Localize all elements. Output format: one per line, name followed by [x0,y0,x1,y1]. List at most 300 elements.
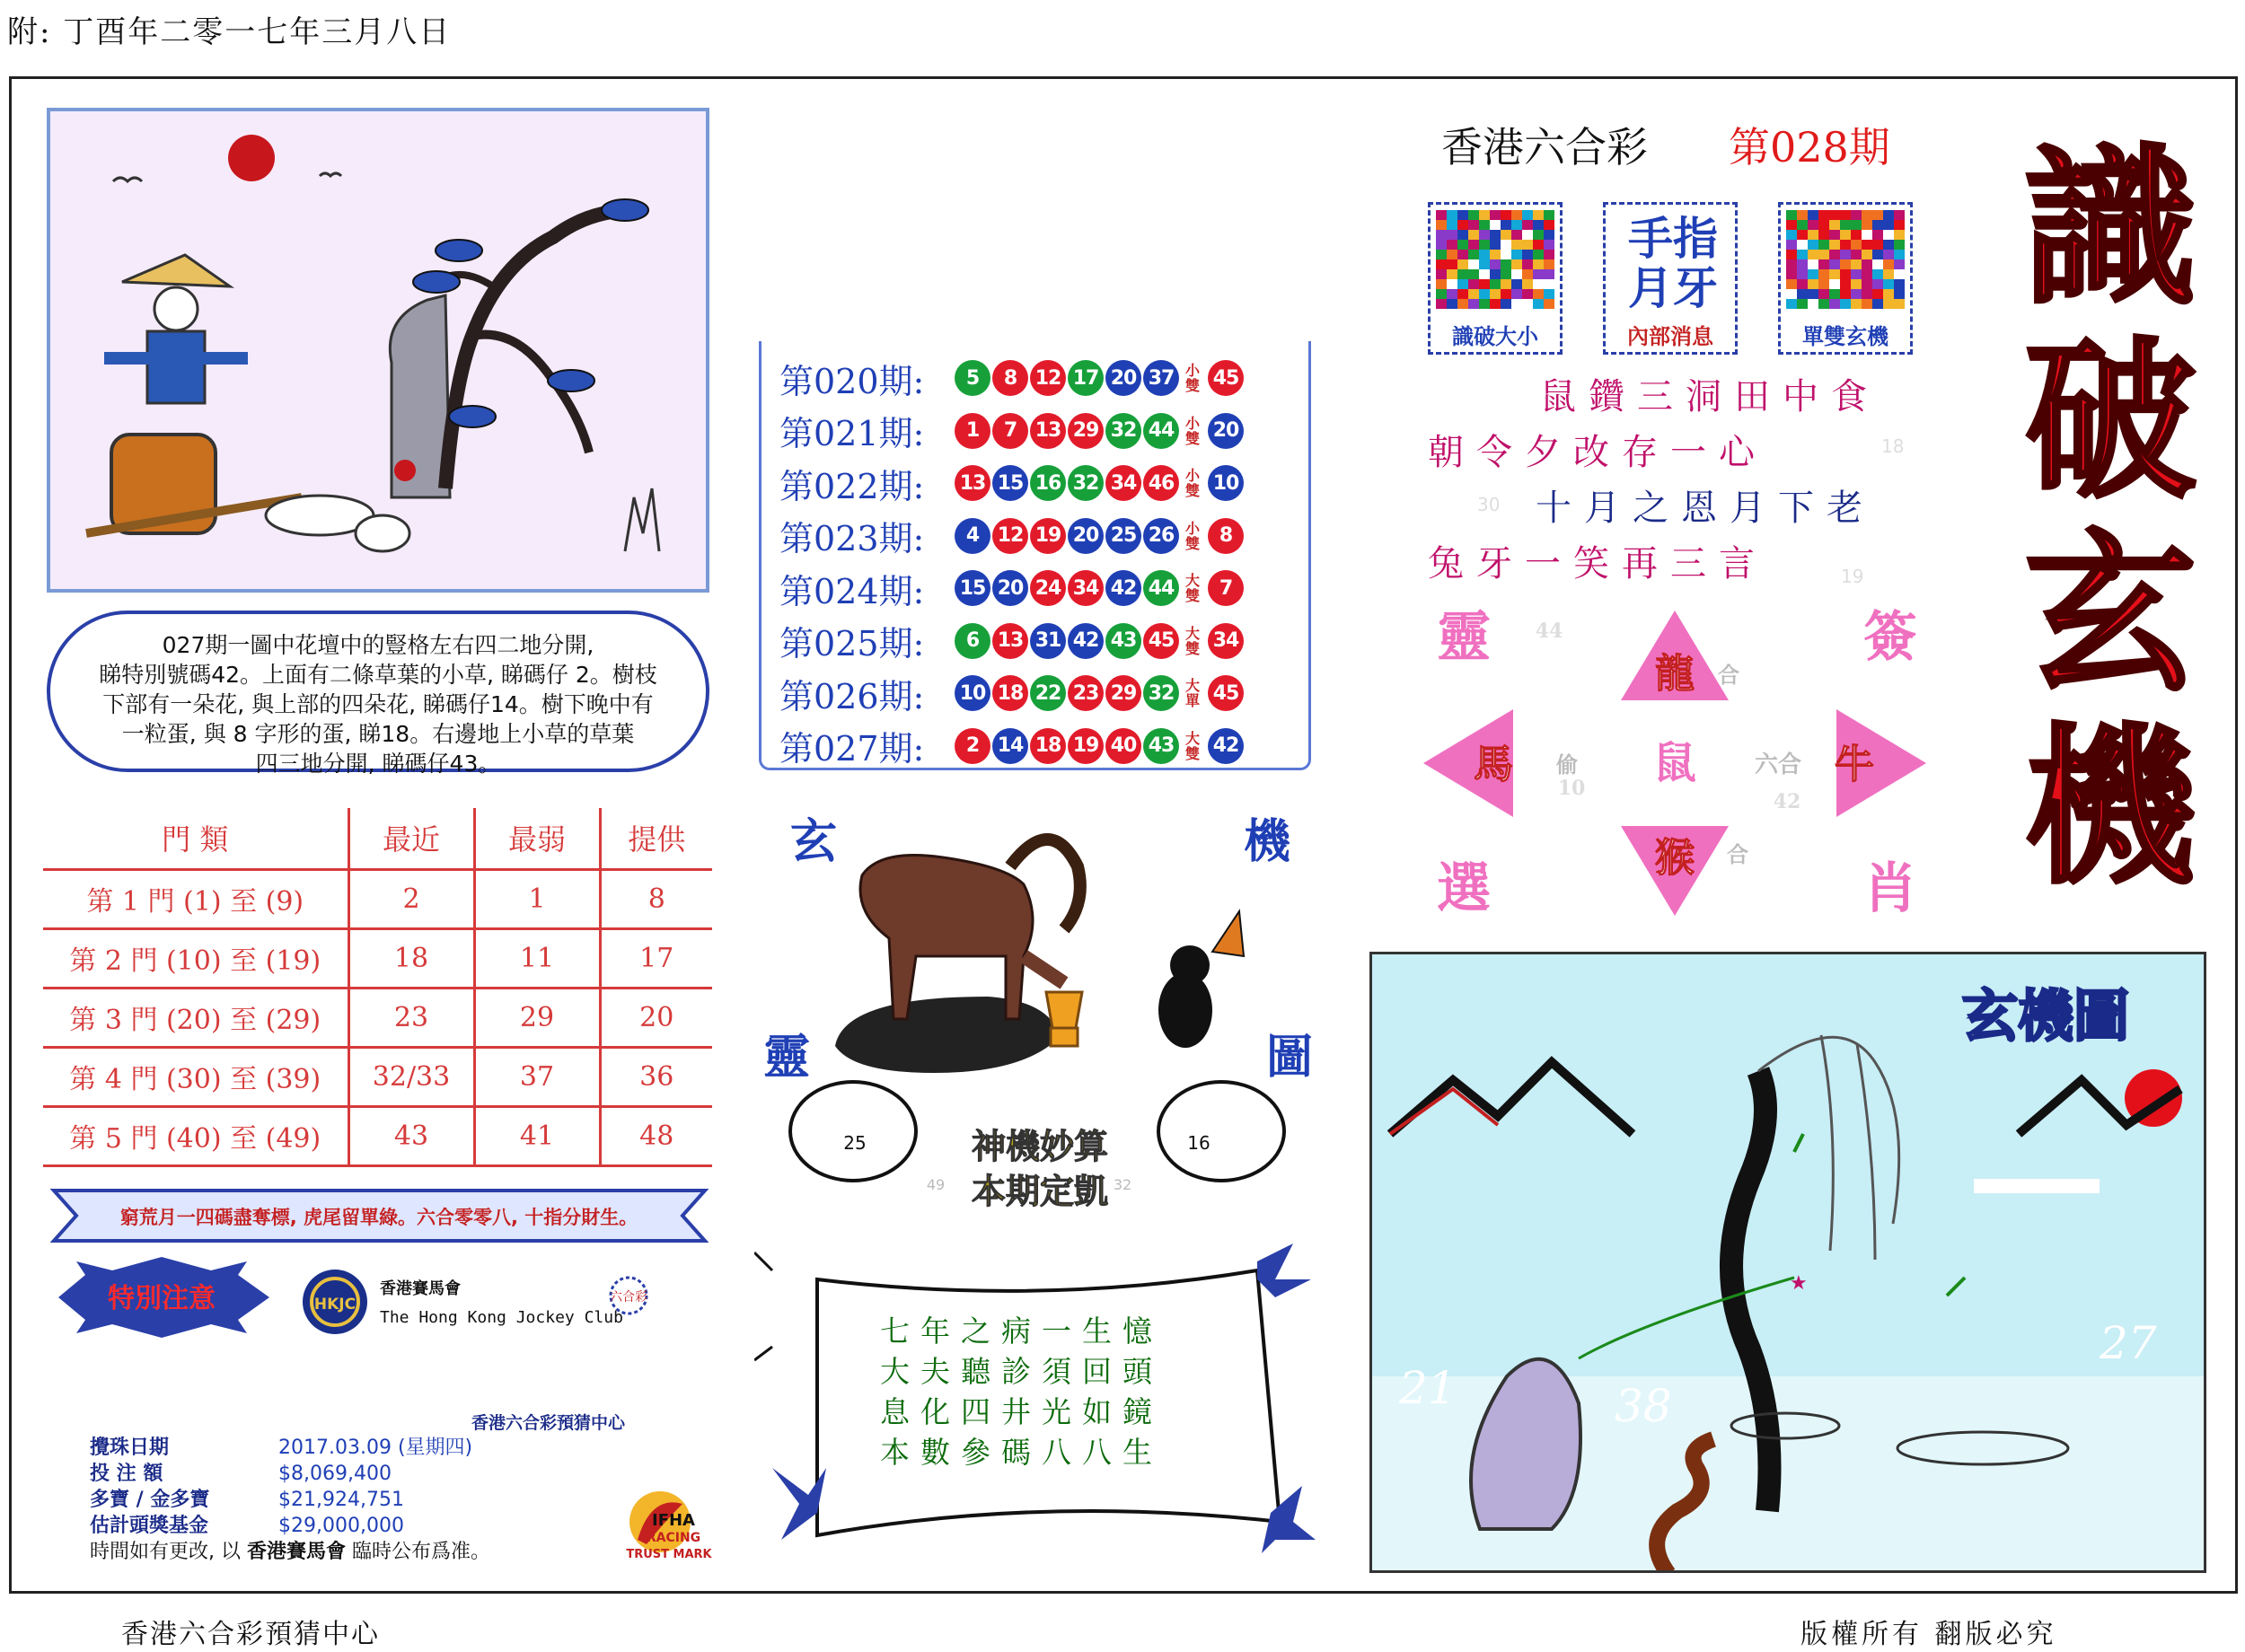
trophy-icon [1046,992,1082,1028]
side-right-char: 圖 [1266,1030,1314,1085]
riddle-illustration [50,111,706,589]
faint-number-left: 49 [926,1176,946,1193]
mosaic-tile [1797,259,1808,269]
mosaic-tile [1862,230,1872,240]
mosaic-tile [1808,269,1818,279]
number-ball: 31 [1030,623,1066,659]
hint-bottom: 合 [1727,841,1748,867]
door-table [43,808,712,1167]
table-row [43,869,712,928]
table-cell: 29 [474,988,600,1047]
corner-top-left: 靈 [1437,606,1491,669]
mosaic-tile [1829,289,1840,299]
box-inside-news-label: 內部消息 [1627,324,1713,349]
history-row [779,510,1246,562]
mosaic-tile [1436,240,1447,250]
number-ball: 4 [955,518,990,554]
mosaic-tile [1840,220,1851,230]
mosaic-tile [1818,269,1829,279]
bird-icon [320,173,341,176]
mosaic-tile [1436,279,1447,289]
first-prize-label: 估計頭獎基金 [90,1515,209,1537]
number-ball: 13 [992,623,1028,659]
mosaic-tile [1436,220,1447,230]
mosaic-tile [1862,210,1872,220]
number-ball: 2 [955,728,990,764]
ifha-trust-mark-icon [620,1486,718,1567]
number-ball: 16 [1030,465,1066,501]
mosaic-tile [1490,269,1501,279]
special-number-ball: 20 [1208,413,1244,449]
number-ball: 18 [1030,728,1066,764]
mosaic-tile [1829,259,1840,269]
mosaic-tile [1786,220,1797,230]
special-number-ball: 8 [1208,518,1244,554]
mosaic-tile [1808,259,1818,269]
mosaic-tile [1808,279,1818,289]
vertical-title-char: 機 [2024,707,2197,907]
history-row [779,457,1246,509]
history-panel [759,341,1311,770]
history-row [779,562,1246,614]
table-row [43,1106,712,1165]
mosaic-tile [1447,299,1457,309]
ifha-line2: RACING [646,1531,701,1545]
mosaic-tile [1501,289,1511,299]
history-row [779,720,1246,772]
jackpot-label: 多寶 / 金多寶 [90,1489,210,1511]
mosaic-tile [1872,269,1883,279]
mosaic-tile [1533,289,1544,299]
poem-line-2: 朝令夕改存一心 [1428,432,1767,473]
mosaic-tile [1840,250,1851,259]
bag-right-number: 16 [1187,1132,1211,1154]
number-ball: 15 [955,570,990,606]
mosaic-tile [1533,210,1544,220]
faint-number: 30 [1477,494,1501,515]
faint-number: 42 [1773,790,1801,813]
caption-line: 四三地分開, 睇碼仔43。 [255,751,501,777]
goat-illustration [754,804,1320,1226]
mosaic-tile [1479,259,1490,269]
goat-picture [754,804,1320,1226]
number-ball: 17 [1068,360,1104,396]
mosaic-tile [1457,220,1468,230]
mosaic-tile [1533,230,1544,240]
xuanji-number: 27 [2100,1317,2157,1369]
history-row [779,667,1246,719]
mosaic-tile [1457,250,1468,259]
direction-top: 龍 [1655,651,1695,697]
mosaic-tile [1829,299,1840,309]
first-prize-value: $29,000,000 [278,1515,404,1537]
size-parity-tag: 大單 [1184,677,1200,709]
issue-number: 第028期 [1729,123,1890,171]
mosaic-tile [1883,240,1894,250]
number-ball: 26 [1143,518,1179,554]
mosaic-tile [1883,299,1894,309]
mosaic-tile [1872,289,1883,299]
ifha-line3: TRUST MARK [626,1548,712,1561]
mosaic-tile [1840,299,1851,309]
mosaic-tile [1851,250,1862,259]
faint-number: 18 [1881,435,1905,457]
mosaic-tile [1501,299,1511,309]
mosaic-tile [1511,210,1522,220]
size-parity-tag: 小雙 [1184,519,1200,552]
xuanji-picture [1369,952,2206,1573]
mosaic-tile [1501,220,1511,230]
mosaic-tile [1851,230,1862,240]
mosaic-tile [1436,230,1447,240]
egg-icon [394,460,416,481]
mosaic-tile [1511,250,1522,259]
poem-line-3: 十月之恩月下老 [1536,488,1875,529]
box-inside-news [1603,202,1738,355]
number-ball: 22 [1030,675,1066,711]
number-ball: 23 [1068,675,1104,711]
number-ball: 15 [992,465,1028,501]
scarecrow-head-icon [154,287,198,330]
mosaic-tile [1447,289,1457,299]
caption-line: 下部有一朵花, 與上部的四朵花, 睇碼仔14。樹下晚中有 [102,691,654,717]
mosaic-tile [1490,250,1501,259]
mosaic-tile [1894,299,1905,309]
mosaic-tile [1544,210,1554,220]
number-ball: 24 [1030,570,1066,606]
straw-hat-icon [122,255,230,286]
mosaic-tile [1468,279,1479,289]
special-number-ball: 34 [1208,623,1244,659]
mosaic-tile [1872,299,1883,309]
mosaic-tile [1468,259,1479,269]
mosaic-tile [1468,250,1479,259]
mosaic-tile [1872,259,1883,269]
mosaic-tile [1797,230,1808,240]
mosaic-tile [1808,299,1818,309]
mosaic-tile [1786,250,1797,259]
mosaic-tile [1840,279,1851,289]
mosaic-tile [1894,269,1905,279]
side-left-char: 靈 [763,1030,811,1085]
mosaic-tile [1479,299,1490,309]
mosaic-tile [1511,289,1522,299]
table-cell: 23 [348,988,474,1047]
mosaic-tile [1436,210,1447,220]
box-odd-even-hint [1778,202,1913,355]
mosaic-tile [1490,220,1501,230]
mosaic-tile [1872,240,1883,250]
xuanji-title: 玄機圖 [1961,983,2130,1049]
table-cell: 2 [348,869,474,928]
table-header-row [43,808,712,869]
mosaic-tile [1797,299,1808,309]
faint-number-right: 32 [1113,1176,1132,1193]
number-ball: 43 [1143,728,1179,764]
footer-left: 香港六合彩預猜中心 [121,1619,380,1650]
mosaic-tile [1862,220,1872,230]
mosaic-tile [1490,210,1501,220]
mosaic-tile [1522,250,1533,259]
mosaic-tile [1797,210,1808,220]
number-ball: 29 [1105,675,1141,711]
mosaic-tile [1786,230,1797,240]
mosaic-tile [1544,259,1554,269]
mosaic-tile [1862,279,1872,289]
mosaic-tile [1808,220,1818,230]
slogan-text: 窮荒月一四碼盡奪標, 虎尾留單綠。六合零零八, 十指分財生。 [119,1207,638,1228]
mosaic-tile [1862,259,1872,269]
mosaic-tile [1533,240,1544,250]
table-row [43,928,712,988]
mosaic-tile [1436,299,1447,309]
number-ball: 44 [1143,413,1179,449]
mosaic-tile [1457,269,1468,279]
mosaic-tile [1522,299,1533,309]
table-row [43,1047,712,1106]
history-issue-label: 第026期: [779,676,925,716]
mosaic-tile [1829,250,1840,259]
mosaic-tile [1511,240,1522,250]
number-ball: 7 [992,413,1028,449]
footer-right: 版權所有 翻版必究 [1800,1619,2057,1650]
number-ball: 20 [992,570,1028,606]
mosaic-tile [1851,269,1862,279]
xuanji-number: 21 [1399,1362,1457,1414]
mosaic-tile [1479,230,1490,240]
vertical-title [2012,121,2209,911]
number-ball: 43 [1105,623,1141,659]
mosaic-tile [1544,240,1554,250]
hint-left: 偷 [1556,751,1578,778]
mosaic-tile [1533,259,1544,269]
mosaic-tile [1808,210,1818,220]
mosaic-tile [1447,220,1457,230]
mosaic-tile [1786,299,1797,309]
banner-line-1: 神機妙算 [971,1126,1109,1166]
mosaic-tile [1862,299,1872,309]
table-cell: 18 [348,928,474,988]
mosaic-tile [1522,289,1533,299]
mosaic-tile [1829,230,1840,240]
table-cell: 36 [600,1047,712,1106]
number-ball: 42 [1068,623,1104,659]
table-header-cell: 最弱 [474,808,600,869]
corner-right-char: 機 [1244,814,1291,869]
mosaic-tile [1490,279,1501,289]
mosaic-tile [1872,230,1883,240]
mosaic-tile [1447,259,1457,269]
notice-club: 香港賽馬會 [247,1541,347,1563]
mosaic-tile [1522,259,1533,269]
number-ball: 19 [1068,728,1104,764]
mosaic-tile [1544,289,1554,299]
mosaic-tile [1490,289,1501,299]
mosaic-tile [1829,279,1840,289]
mosaic-tile [1522,210,1533,220]
number-ball: 13 [955,465,990,501]
poem-line-4: 兔牙一笑再三言 [1428,543,1767,584]
rock-base-icon [835,997,1060,1073]
mosaic-tile [1883,210,1894,220]
number-ball: 32 [1068,465,1104,501]
number-ball: 20 [1068,518,1104,554]
history-issue-label: 第022期: [779,466,925,506]
cloud-icon [1974,1179,2100,1193]
mosaic-tile [1457,289,1468,299]
faint-number: 19 [1841,566,1864,587]
mosaic-tile [1818,220,1829,230]
mosaic-tile [1818,289,1829,299]
table-header-cell: 門 類 [43,808,348,869]
mosaic-tile [1818,279,1829,289]
corner-top-right: 簽 [1863,606,1917,669]
mosaic-tile [1786,259,1797,269]
grass-icon [625,488,659,551]
bag-left-number: 25 [843,1132,867,1154]
lottery-title: 香港六合彩 [1441,123,1648,171]
mosaic-tile [1840,240,1851,250]
mosaic-tile [1894,279,1905,289]
number-ball: 12 [992,518,1028,554]
mosaic-tile [1840,289,1851,299]
mosaic-tile [1511,230,1522,240]
mosaic-tile [1533,220,1544,230]
mosaic-tile [1457,279,1468,289]
notice-badge [49,1257,274,1338]
red-sun-icon [228,135,275,181]
box-size-label: 識破大小 [1452,324,1538,349]
mosaic-tile [1894,210,1905,220]
mosaic-tile [1883,269,1894,279]
jockey-name-en: The Hong Kong Jockey Club [380,1308,623,1327]
mosaic-tile [1457,210,1468,220]
mosaic-tile [1490,240,1501,250]
number-ball: 42 [1105,570,1141,606]
mosaic-tile [1818,210,1829,220]
mosaic-tile [1457,230,1468,240]
history-issue-label: 第020期: [779,361,925,401]
number-ball: 10 [955,675,990,711]
vertical-title-char: 識 [2024,127,2197,328]
mosaic-tile [1522,220,1533,230]
mosaic-tile [1490,259,1501,269]
mosaic-tile [1894,220,1905,230]
mosaic-tile [1818,299,1829,309]
mosaic-tile [1447,279,1457,289]
number-ball: 14 [992,728,1028,764]
mosaic-tile [1544,220,1554,230]
scroll-poem-line: 息化四井光如鏡 [880,1394,1163,1429]
history-issue-label: 第023期: [779,519,925,558]
vertical-title-char: 玄 [2024,514,2197,714]
mosaic-tile [1544,269,1554,279]
mosaic-tile [1468,230,1479,240]
mosaic-tile [1468,220,1479,230]
money-bag-right-icon [1158,1082,1284,1181]
mosaic-tile [1872,279,1883,289]
draw-info [90,1435,490,1565]
number-ball: 34 [1068,570,1104,606]
size-parity-tag: 大雙 [1184,624,1200,657]
mosaic-tile [1447,250,1457,259]
scarecrow-body-icon [147,331,205,403]
table-cell: 48 [600,1106,712,1165]
mosaic-tile [1533,279,1544,289]
mosaic-tile [1851,210,1862,220]
mosaic-tile [1818,250,1829,259]
notice-prefix: 時間如有更改, 以 [90,1541,241,1563]
table-cell: 43 [348,1106,474,1165]
mosaic-tile [1511,269,1522,279]
number-ball: 40 [1105,728,1141,764]
number-ball: 29 [1068,413,1104,449]
mosaic-tile [1818,259,1829,269]
mosaic-tile [1436,259,1447,269]
mosaic-tile [1862,269,1872,279]
mosaic-tile [1457,299,1468,309]
mosaic-tile [1436,289,1447,299]
number-ball: 46 [1143,465,1179,501]
special-number-ball: 45 [1208,675,1244,711]
mosaic-tile [1818,230,1829,240]
direction-right: 牛 [1835,742,1874,787]
mosaic-tile [1468,210,1479,220]
mosaic-tile [1883,289,1894,299]
corner-left-char: 玄 [790,814,838,869]
direction-diagram [1423,602,1926,925]
number-ball: 34 [1105,465,1141,501]
mosaic-tile [1797,269,1808,279]
number-ball: 32 [1143,675,1179,711]
table-cell: 32/33 [348,1047,474,1106]
mosaic-tile [1894,289,1905,299]
mosaic-tile [1808,289,1818,299]
hkjc-letters: HKJC [313,1296,357,1314]
mosaic-tile [1511,259,1522,269]
mosaic-tile [1511,220,1522,230]
mosaic-tile [1501,210,1511,220]
mosaic-tile [1851,259,1862,269]
mosaic-icon [1431,205,1560,321]
mosaic-tile [1808,230,1818,240]
mosaic-tile [1479,269,1490,279]
special-number-ball: 45 [1208,360,1244,396]
number-ball: 25 [1105,518,1141,554]
mosaic-icon [1781,205,1910,321]
mosaic-tile [1501,269,1511,279]
hkjc-emblem-icon [301,1261,678,1342]
money-bag-left-icon [790,1082,916,1181]
mosaic-tile [1511,299,1522,309]
mosaic-tile [1447,230,1457,240]
bet-amount-label: 投 注 額 [90,1463,163,1485]
size-parity-tag: 小雙 [1184,414,1200,447]
mosaic-tile [1894,250,1905,259]
mosaic-tile [1544,299,1554,309]
table-cell: 第 5 門 (40) 至 (49) [43,1106,348,1165]
jackpot-value: $21,924,751 [278,1489,404,1511]
dog-icon [356,515,409,551]
history-row [779,352,1246,404]
mosaic-tile [1818,240,1829,250]
table-cell: 17 [600,928,712,988]
number-ball: 44 [1143,570,1179,606]
number-ball: 13 [1030,413,1066,449]
banner-line-2: 本期定凱 [971,1171,1109,1211]
slogan-banner [49,1183,709,1248]
goat-icon [860,856,1033,1020]
